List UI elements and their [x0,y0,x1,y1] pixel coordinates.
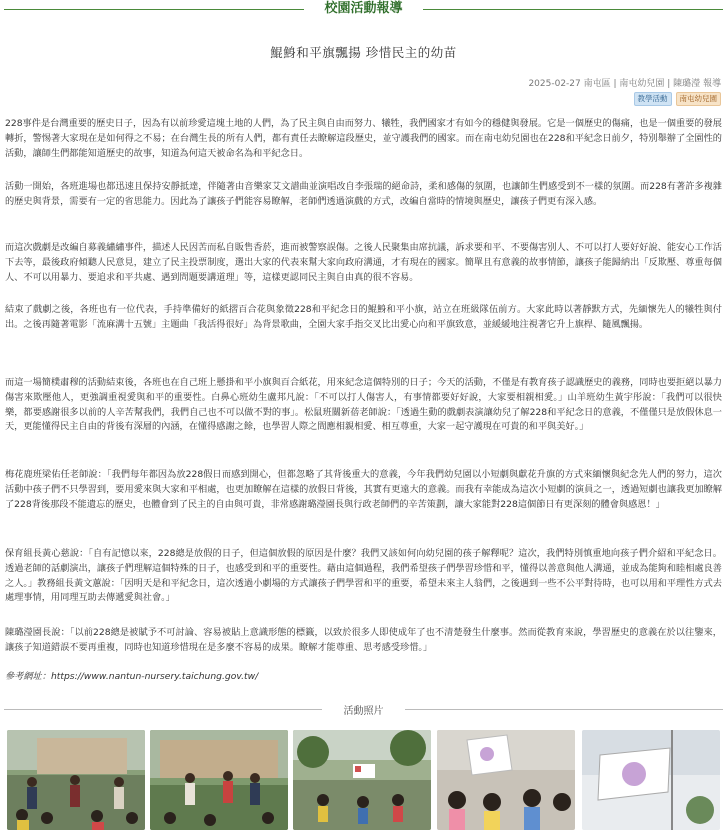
paragraph: 結束了戲劇之後，各班也有一位代表，手持準備好的紙摺百合花與象徵228和平紀念日的鯤鯓和平小旗，站立在班級隊伍前方。大家此時以著靜默方式，先緬懷先人的犧牲與付出。之後再隨著電影「流麻溝十五號」主題曲「我活得很好」為背景歌曲，全園大家手指交叉比出愛心向和平旗致意，並緩緩地注視著它升上旗桿、隨風飄揚。 [5,304,722,330]
reference [5,668,258,682]
activity-photo-1[interactable] [7,730,145,830]
paragraph: 活動一開始，各班進場也都迅速且保持安靜抵達，伴隨著由音樂家艾文譜曲並演唱改自李張瑞的絕命詩，柔和感傷的氛圍，也讓師生們感受到不一樣的氛圍。而228有著許多複雜的歷史與背景，需要有一定的省思能力。因此為了讓孩子們能容易瞭解，老師們透過演戲的方式，改編自當時的情境與歷史，讓孩子們更有深入感。 [5,181,722,207]
activity-photo-4[interactable] [437,730,575,830]
activity-photo-3[interactable] [293,730,431,830]
tag-school[interactable]: 南屯幼兒園 [676,92,722,106]
photos-title: 活動照片 [343,706,384,717]
photos-divider-right [405,709,723,710]
article-meta: 2025-02-27 南屯區 | 南屯幼兒園 | 陳璐瀅 報導 [528,79,721,89]
paragraph: 而這一場簡樸肅穆的活動結束後，各班也在自己班上懸掛和平小旗與百合紙花，用來紀念這個特別的日子；今天的活動，不僅是有教育孩子認識歷史的義務，同時也要拒絕以暴力傷害來欺壓他人，更強調重視愛與和平的重要性。白鼻心班幼生盧邦凡說：「不可以打人傷害人，有事情都要好好說，大家要相親相愛。」山羊班幼生黃宇彤說：「我們可以很快樂，都要感謝很多以前的人辛苦幫我們，我們自己也不可以做不對的事」。松鼠班關新蓓老師說：「透過生動的戲劇表演讓幼兒了解228和平紀念日的意義，不僅僅只是放假休息一天，更能懂得民主自由的背後有深層的內涵，在懂得感謝之餘，也學習人際之間應相親相愛、相互尊重，大家一起守護現在可貴的和平與美好。」 [5,377,722,433]
paragraph: 而這次戲劇是改編自募義繡繡事件，描述人民因苦而私自販售香菸，進而被警察誤傷。之後人民聚集由席抗議，訴求要和平、不要傷害別人、不可以打人要好好說、能安心工作活下去等，最後政府傾聽人民意見，建立了民主投票制度，選出大家的代表來幫大家向政府溝通，才有現在的國家。簡單且有意義的故事情節，讓孩子能歸納出「反欺壓、尊重每個人、不可以用暴力、要追求和平共處、遇到問題要講道理」等，這樣更認同民主與自由真的很不容易。 [5,242,722,283]
section-title: 校園活動報導 [324,1,403,16]
photos-header [0,702,727,716]
activity-photo-2[interactable] [150,730,288,830]
tag-list [634,92,722,106]
paragraph: 陳璐瀅園長說：「以前228總是被賦予不可討論、容易被貼上意識形態的標籤，以致於很多人即使成年了也不清楚發生什麼事。然而從教育來說，學習歷史的意義在於以往鑒來，讓孩子知道錯誤不要再重複，同時也知道珍惜現在是多麼不容易的成果。瞭解才能尊重、思考感受珍惜。」 [5,627,722,653]
reference-label: 參考網址： [5,671,51,682]
paragraph: 梅花鹿班梁佑任老師說：「我們每年都因為放228假日而感到開心，但都忽略了其背後重大的意義，今年我們幼兒園以小短劇與獻花升旗的方式來緬懷與紀念先人們的努力，這次活動中孩子們不只學習到，要用愛來與大家和平相處，也更加瞭解在這樣的放假日背後，其實有更遠大的意義。而我有幸能成為這次小短劇的演員之一，透過短劇也讓我更加瞭解了228背後那段不能遺忘的歷史，也體會到了民主的自由與可貴，非常感謝璐瀅園長與行政老師們的辛苦策劃，讓大家能對228這個節日有更深刻的體會與感恩！」 [5,469,722,510]
paragraph: 保育組長黃心慈說：「自有記憶以來，228總是放假的日子，但這個放假的原因是什麼？我們又該如何向幼兒園的孩子解釋呢？這次，我們特別慎重地向孩子們介紹和平紀念日。透過老師的話劇演出，讓孩子們理解這個特殊的日子，也感受到和平的重要性。藉由這個過程，我們希望孩子們學習珍惜和平，懂得以善意與他人溝通，並成為能夠和睦相處良善之人。」教務組長黃文蕙說：「因明天是和平紀念日，這次透過小劇場的方式讓孩子們學習和平的重要，希望未來主人翁們，之後遇到一些不公平對待時，也可以用和平理性方式去處理事情，用同理互助去傳遞愛與社會。」 [5,548,722,604]
reference-link[interactable]: https://www.nantun-nursery.taichung.gov.tw/ [50,671,259,682]
article-title: 鯤鯓和平旗飄揚 珍惜民主的幼苗 [270,45,457,60]
tag-teaching[interactable]: 教學活動 [634,92,672,106]
section-divider-right [423,9,723,10]
activity-photo-5[interactable] [582,730,720,830]
paragraph: 228事件是台灣重要的歷史日子，因為有以前珍愛這塊土地的人們，為了民主與自由而努力、犧牲，我們國家才有如今的穩健與發展。它是一個歷史的傷痛，也是一個重要的發展轉折，警惕著大家現在是如何得之不易；在台灣生長的所有人們，都有責任去瞭解這段歷史，並守護我們的國家。而在南屯幼兒園也在228和平紀念日前夕，特別舉辦了全園性的活動，讓師生們都能知道歷史的故事，知道為何這天被命名為和平紀念日。 [5,118,722,159]
section-header [0,0,727,18]
